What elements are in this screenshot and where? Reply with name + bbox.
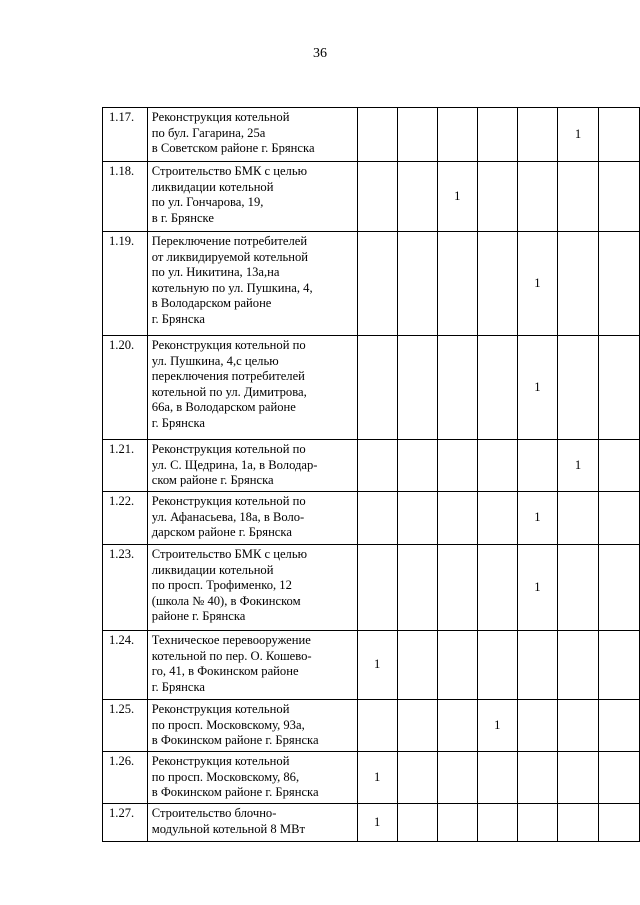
- description-line: Переключение потребителей: [151, 234, 308, 248]
- year-mark-cell: [397, 631, 437, 700]
- year-mark-cell: [517, 700, 557, 752]
- year-mark-cell: [599, 162, 640, 232]
- description-line: Реконструкция котельной: [151, 754, 290, 768]
- year-mark-cell: [557, 545, 598, 631]
- table-row: [103, 804, 640, 842]
- year-mark-cell: [397, 336, 437, 440]
- year-mark-cell: 1: [517, 545, 557, 631]
- year-mark-cell: [397, 545, 437, 631]
- description-line: в Володарском районе: [151, 296, 272, 310]
- year-mark-cell: [357, 232, 397, 336]
- year-mark-cell: [557, 700, 598, 752]
- item-description: [147, 336, 357, 440]
- item-description: [147, 440, 357, 492]
- year-mark-cell: [437, 631, 477, 700]
- year-mark-cell: [599, 108, 640, 162]
- year-mark-cell: [599, 752, 640, 804]
- description-line: (школа № 40), в Фокинском: [151, 593, 301, 608]
- description-line: по просп. Московскому, 86,: [151, 769, 300, 784]
- measures-table: [102, 107, 640, 842]
- description-line: ликвидации котельной: [151, 179, 274, 194]
- item-number: 1.23.: [103, 545, 148, 631]
- year-mark-cell: [599, 700, 640, 752]
- item-description: [147, 162, 357, 232]
- year-mark-cell: [397, 700, 437, 752]
- year-mark-cell: [477, 752, 517, 804]
- item-number: 1.17.: [103, 108, 148, 162]
- year-mark-cell: [599, 631, 640, 700]
- description-line: по ул. Никитина, 13а,на: [151, 265, 280, 279]
- year-mark-cell: [357, 700, 397, 752]
- year-mark-cell: [397, 232, 437, 336]
- table-row: [103, 162, 640, 232]
- year-mark-cell: [437, 752, 477, 804]
- year-mark-cell: 1: [357, 752, 397, 804]
- description-line: Реконструкция котельной: [151, 110, 290, 124]
- year-mark-cell: [517, 631, 557, 700]
- year-mark-cell: 1: [357, 804, 397, 842]
- table-row: [103, 752, 640, 804]
- table-row: [103, 700, 640, 752]
- description-line: Реконструкция котельной по: [151, 494, 306, 508]
- item-number: 1.24.: [103, 631, 148, 700]
- description-line: Реконструкция котельной: [151, 702, 290, 716]
- item-description: [147, 492, 357, 545]
- description-line: в Советском районе г. Брянска: [151, 141, 315, 155]
- year-mark-cell: [557, 232, 598, 336]
- description-line: в г. Брянске: [151, 210, 214, 225]
- year-mark-cell: [437, 700, 477, 752]
- description-line: г. Брянска: [151, 415, 205, 430]
- year-mark-cell: [557, 752, 598, 804]
- item-number: 1.26.: [103, 752, 148, 804]
- table-row: [103, 545, 640, 631]
- description-line: Реконструкция котельной по: [151, 442, 306, 456]
- year-mark-cell: [437, 232, 477, 336]
- item-description: [147, 108, 357, 162]
- description-line: Техническое перевооружение: [151, 633, 311, 647]
- year-mark-cell: [557, 336, 598, 440]
- table-body: [103, 108, 640, 842]
- year-mark-cell: [477, 631, 517, 700]
- year-mark-cell: [397, 804, 437, 842]
- description-line: районе г. Брянска: [151, 609, 246, 623]
- year-mark-cell: 1: [517, 492, 557, 545]
- page-number: 36: [313, 46, 327, 61]
- year-mark-cell: [357, 492, 397, 545]
- year-mark-cell: [517, 162, 557, 232]
- table-row: [103, 492, 640, 545]
- year-mark-cell: [437, 108, 477, 162]
- description-line: по ул. Гончарова, 19,: [151, 195, 264, 209]
- description-line: 66а, в Володарском районе: [151, 400, 296, 414]
- item-number: 1.25.: [103, 700, 148, 752]
- description-line: ул. Пушкина, 4,с целью: [151, 353, 279, 368]
- description-line: в Фокинском районе г. Брянска: [151, 785, 319, 799]
- year-mark-cell: [397, 108, 437, 162]
- year-mark-cell: 1: [557, 440, 598, 492]
- year-mark-cell: 1: [357, 631, 397, 700]
- item-description: [147, 232, 357, 336]
- item-description: [147, 804, 357, 842]
- description-line: модульной котельной 8 МВт: [151, 821, 305, 836]
- item-number: 1.21.: [103, 440, 148, 492]
- year-mark-cell: [397, 752, 437, 804]
- year-mark-cell: 1: [477, 700, 517, 752]
- description-line: переключения потребителей: [151, 369, 305, 383]
- year-mark-cell: [557, 162, 598, 232]
- year-mark-cell: [517, 440, 557, 492]
- description-line: котельной по пер. О. Кошево-: [151, 648, 312, 663]
- year-mark-cell: [357, 440, 397, 492]
- year-mark-cell: [517, 804, 557, 842]
- description-line: ул. С. Щедрина, 1а, в Володар-: [151, 457, 318, 472]
- year-mark-cell: [557, 492, 598, 545]
- year-mark-cell: [599, 440, 640, 492]
- year-mark-cell: [357, 162, 397, 232]
- year-mark-cell: 1: [517, 336, 557, 440]
- year-mark-cell: [357, 108, 397, 162]
- description-line: по просп. Московскому, 93а,: [151, 717, 305, 732]
- year-mark-cell: [397, 440, 437, 492]
- description-line: ул. Афанасьева, 18а, в Воло-: [151, 509, 305, 524]
- description-line: по бул. Гагарина, 25а: [151, 125, 266, 140]
- year-mark-cell: [477, 108, 517, 162]
- year-mark-cell: [437, 440, 477, 492]
- year-mark-cell: [477, 336, 517, 440]
- item-number: 1.19.: [103, 232, 148, 336]
- year-mark-cell: [357, 336, 397, 440]
- year-mark-cell: 1: [437, 162, 477, 232]
- year-mark-cell: [517, 752, 557, 804]
- year-mark-cell: [477, 545, 517, 631]
- year-mark-cell: [477, 232, 517, 336]
- year-mark-cell: [599, 232, 640, 336]
- year-mark-cell: [437, 336, 477, 440]
- table-row: [103, 440, 640, 492]
- year-mark-cell: [357, 545, 397, 631]
- year-mark-cell: [557, 804, 598, 842]
- description-line: дарском районе г. Брянска: [151, 525, 292, 539]
- year-mark-cell: [599, 492, 640, 545]
- year-mark-cell: [437, 492, 477, 545]
- description-line: г. Брянска: [151, 679, 205, 694]
- table-row: [103, 232, 640, 336]
- description-line: котельной по ул. Димитрова,: [151, 384, 307, 399]
- year-mark-cell: [517, 108, 557, 162]
- year-mark-cell: [437, 545, 477, 631]
- description-line: в Фокинском районе г. Брянска: [151, 733, 319, 747]
- description-line: го, 41, в Фокинском районе: [151, 664, 299, 678]
- description-line: от ликвидируемой котельной: [151, 249, 309, 264]
- year-mark-cell: [599, 545, 640, 631]
- year-mark-cell: [477, 162, 517, 232]
- year-mark-cell: [599, 804, 640, 842]
- year-mark-cell: [599, 336, 640, 440]
- description-line: котельную по ул. Пушкина, 4,: [151, 280, 313, 295]
- year-mark-cell: [397, 162, 437, 232]
- description-line: Реконструкция котельной по: [151, 338, 306, 352]
- year-mark-cell: 1: [517, 232, 557, 336]
- year-mark-cell: [477, 804, 517, 842]
- table-row: [103, 336, 640, 440]
- item-number: 1.22.: [103, 492, 148, 545]
- year-mark-cell: [437, 804, 477, 842]
- year-mark-cell: [397, 492, 437, 545]
- description-line: Строительство блочно-: [151, 806, 277, 820]
- item-description: [147, 752, 357, 804]
- description-line: Строительство БМК с целью: [151, 547, 307, 561]
- description-line: г. Брянска: [151, 311, 205, 326]
- table-row: [103, 108, 640, 162]
- item-description: [147, 631, 357, 700]
- year-mark-cell: [477, 440, 517, 492]
- description-line: Строительство БМК с целью: [151, 164, 307, 178]
- table-row: [103, 631, 640, 700]
- year-mark-cell: [557, 631, 598, 700]
- item-number: 1.27.: [103, 804, 148, 842]
- item-number: 1.20.: [103, 336, 148, 440]
- item-description: [147, 700, 357, 752]
- item-description: [147, 545, 357, 631]
- item-number: 1.18.: [103, 162, 148, 232]
- year-mark-cell: [477, 492, 517, 545]
- description-line: ском районе г. Брянска: [151, 473, 274, 487]
- year-mark-cell: 1: [557, 108, 598, 162]
- description-line: ликвидации котельной: [151, 562, 274, 577]
- description-line: по просп. Трофименко, 12: [151, 578, 292, 592]
